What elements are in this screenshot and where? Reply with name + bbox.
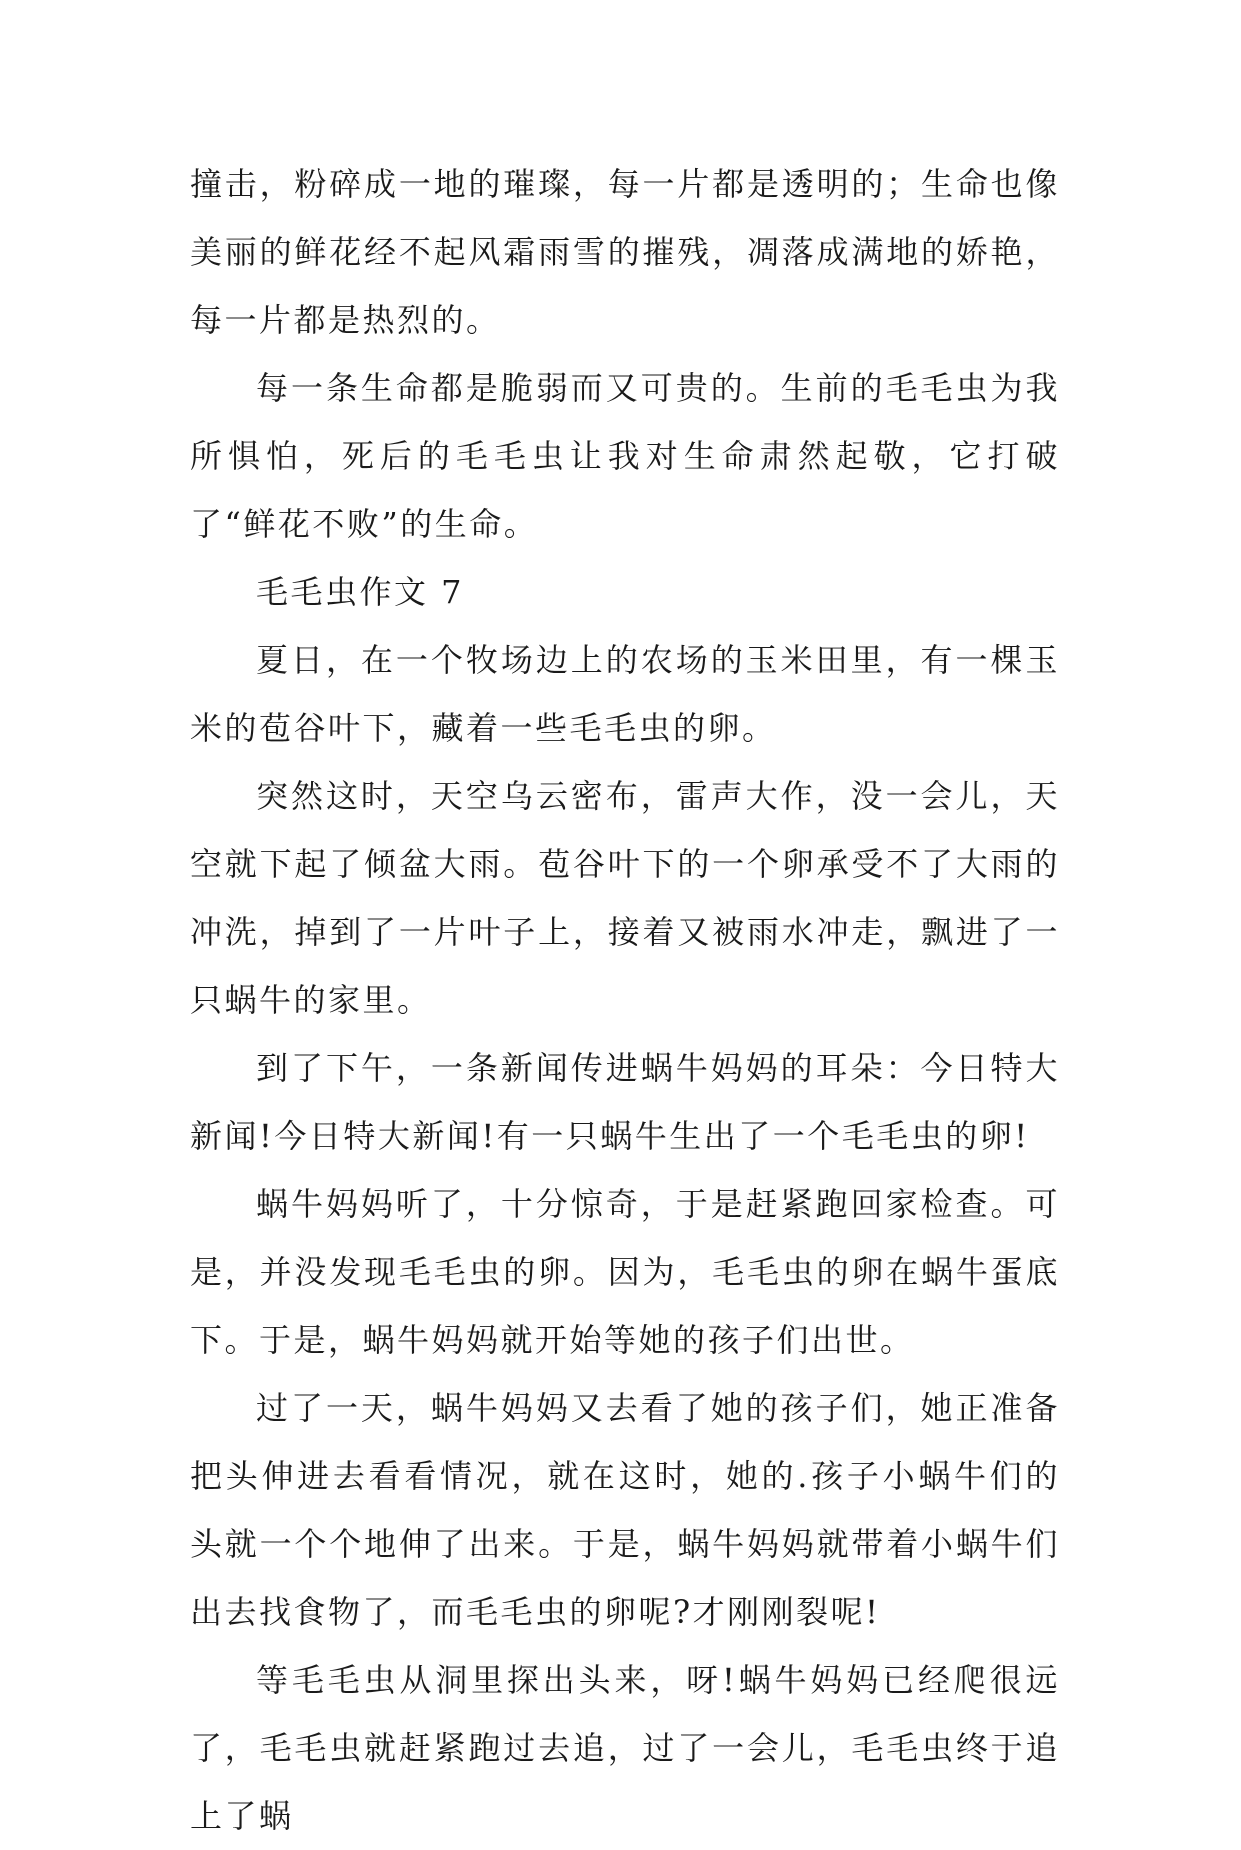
paragraph: 过了一天，蜗牛妈妈又去看了她的孩子们，她正准备把头伸进去看看情况，就在这时，她的.孩子小蜗牛们的头就一个个地伸了出来。于是，蜗牛妈妈就带着小蜗牛们出去找食物了，而毛毛虫的卵呢?才刚刚裂呢! [190, 1389, 1060, 1631]
paragraph: 等毛毛虫从洞里探出头来，呀!蜗牛妈妈已经爬很远了，毛毛虫就赶紧跑过去追，过了一会儿，毛毛虫终于追上了蜗 [190, 1661, 1060, 1835]
paragraph: 到了下午，一条新闻传进蜗牛妈妈的耳朵：今日特大新闻!今日特大新闻!有一只蜗牛生出了一个毛毛虫的卵! [190, 1049, 1060, 1155]
paragraph: 夏日，在一个牧场边上的农场的玉米田里，有一棵玉米的苞谷叶下，藏着一些毛毛虫的卵。 [190, 641, 1060, 747]
paragraph: 每一条生命都是脆弱而又可贵的。生前的毛毛虫为我所惧怕，死后的毛毛虫让我对生命肃然起敬，它打破了“鲜花不败”的生命。 [190, 369, 1060, 543]
paragraph: 突然这时，天空乌云密布，雷声大作，没一会儿，天空就下起了倾盆大雨。苞谷叶下的一个卵承受不了大雨的冲洗，掉到了一片叶子上，接着又被雨水冲走，飘进了一只蜗牛的家里。 [190, 777, 1060, 1019]
paragraph: 撞击，粉碎成一地的璀璨，每一片都是透明的；生命也像美丽的鲜花经不起风霜雨雪的摧残，凋落成满地的娇艳，每一片都是热烈的。 [190, 165, 1060, 339]
document-body [190, 150, 1060, 1850]
paragraph: 蜗牛妈妈听了，十分惊奇，于是赶紧跑回家检查。可是，并没发现毛毛虫的卵。因为，毛毛虫的卵在蜗牛蛋底下。于是，蜗牛妈妈就开始等她的孩子们出世。 [190, 1185, 1060, 1359]
section-heading: 毛毛虫作文 7 [256, 573, 465, 611]
